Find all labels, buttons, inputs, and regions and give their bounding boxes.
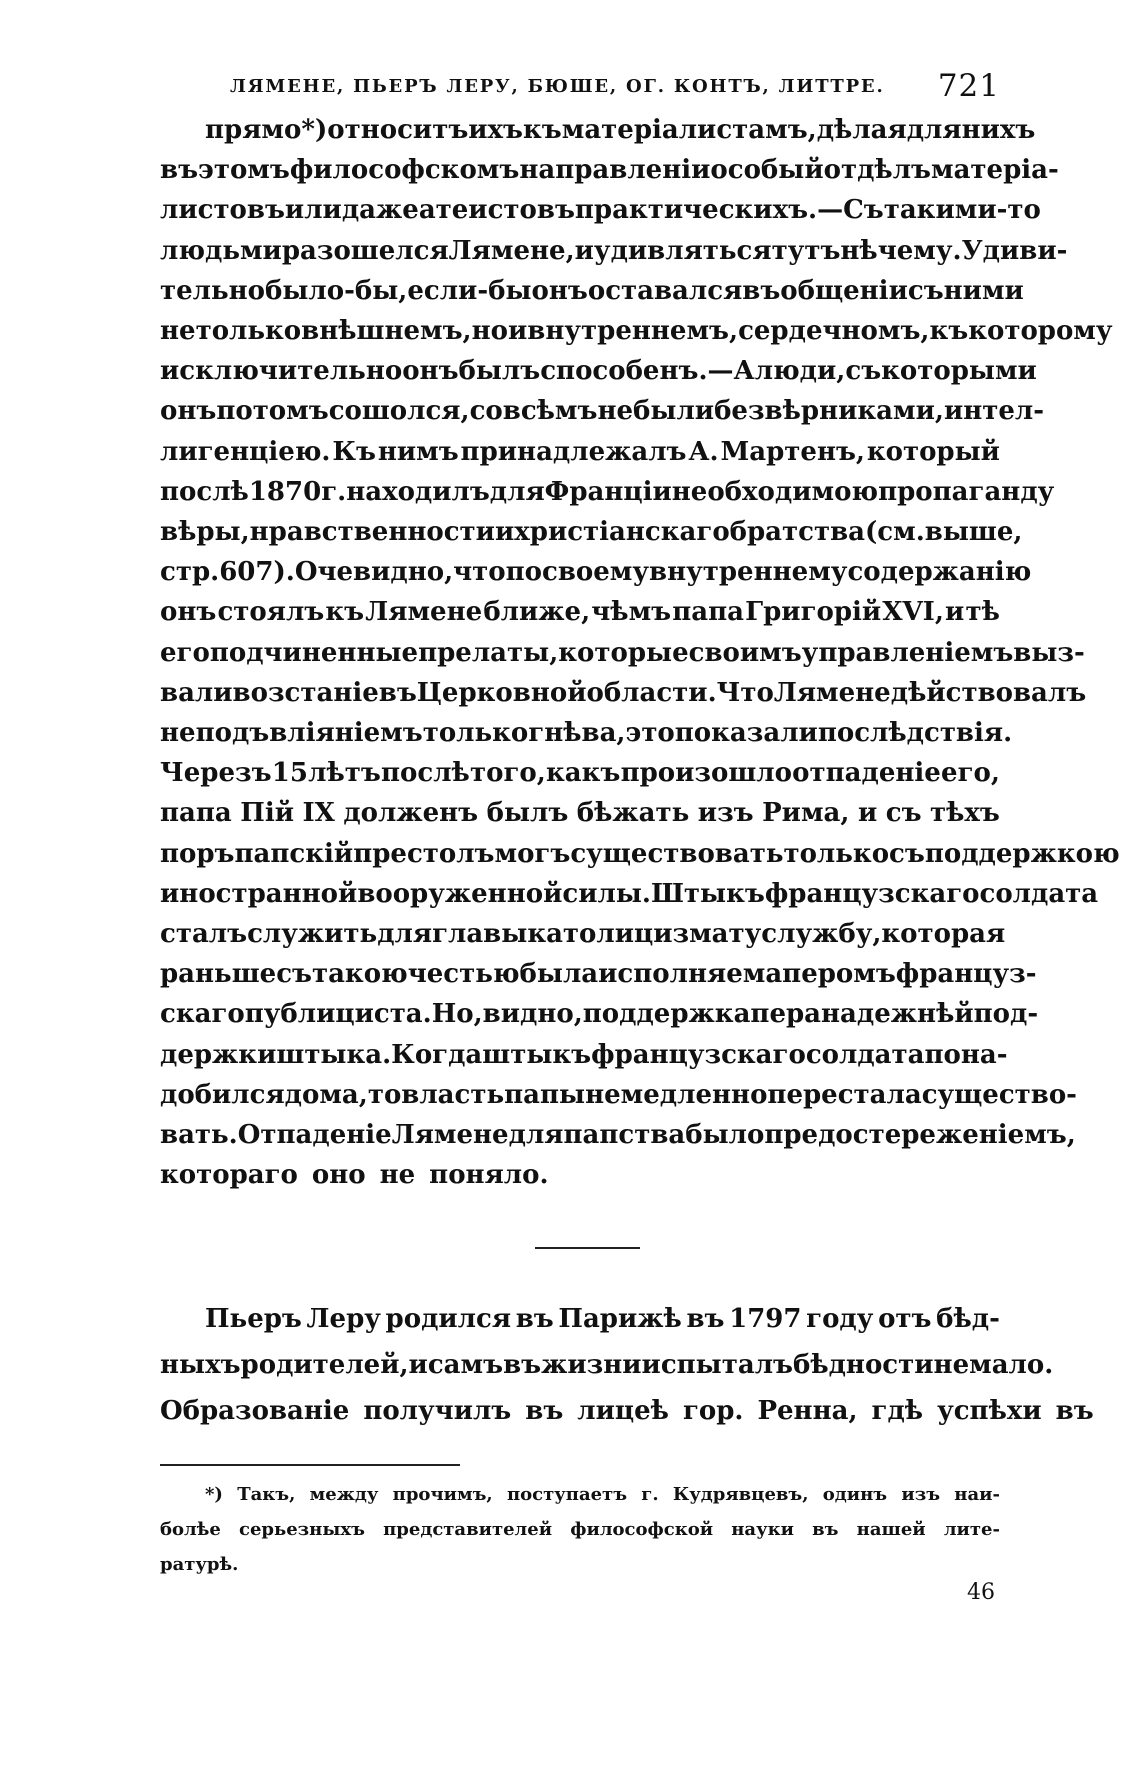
word: под- xyxy=(973,999,1039,1030)
word: вооруженной xyxy=(357,878,563,909)
word: представителей xyxy=(383,1519,553,1540)
word: раньше xyxy=(160,959,277,990)
word: потомъ xyxy=(216,396,329,427)
word: Къ xyxy=(332,436,376,467)
word: оно xyxy=(311,1160,366,1191)
word: ближе, xyxy=(483,597,591,628)
word: онъ xyxy=(402,356,459,387)
main-text-line xyxy=(160,798,1000,840)
word: главы xyxy=(432,919,528,949)
word: братства xyxy=(729,517,865,547)
word: науки xyxy=(731,1519,794,1540)
word: христіанскаго xyxy=(514,517,730,547)
word: публициста. xyxy=(244,999,432,1030)
word: его xyxy=(160,637,210,668)
word: дѣлая xyxy=(816,115,907,145)
word: 15 xyxy=(271,758,308,789)
word: Штыкъ xyxy=(650,878,765,909)
word: болѣе xyxy=(160,1519,221,1540)
word: ту xyxy=(728,919,762,949)
word: нашей xyxy=(856,1519,926,1540)
word: гор. xyxy=(682,1396,744,1426)
word: получилъ xyxy=(363,1396,512,1426)
word: IX xyxy=(302,798,335,829)
word: только xyxy=(195,316,302,346)
word: Кудрявцевъ, xyxy=(672,1484,809,1505)
main-text-line xyxy=(160,437,1000,479)
word: ихъ xyxy=(468,115,523,145)
footnote-line xyxy=(160,1519,1000,1553)
word: отпаденіе xyxy=(792,758,941,789)
word: служить xyxy=(247,919,378,949)
word: этомъ xyxy=(198,155,290,186)
word: ними xyxy=(943,275,1024,306)
word: Когда xyxy=(391,1039,483,1070)
word: вѣры, xyxy=(160,517,250,547)
word: поръ xyxy=(160,838,235,869)
main-text-line xyxy=(160,517,1023,559)
word: люди, xyxy=(754,356,846,387)
word: нимъ xyxy=(377,436,459,467)
word: Рима, xyxy=(762,798,850,829)
word: въ xyxy=(686,1304,725,1334)
word: управленіемъ xyxy=(801,637,1014,668)
word: философской xyxy=(570,1519,714,1540)
word: вать. xyxy=(160,1120,238,1150)
main-text-line xyxy=(160,1120,1076,1162)
word: съ xyxy=(885,798,922,829)
word: въ xyxy=(742,275,781,306)
word: и xyxy=(857,798,878,829)
word: бѣдности xyxy=(792,1350,934,1380)
word: листовъ xyxy=(160,195,285,226)
word: относитъ xyxy=(327,115,469,145)
word: сталъ xyxy=(160,919,248,949)
word: г. xyxy=(641,1484,659,1505)
word: онъ xyxy=(160,597,217,628)
main-text-line xyxy=(160,999,1039,1041)
word: родился xyxy=(385,1304,512,1334)
word: *) xyxy=(301,115,328,145)
word: даже xyxy=(341,195,419,226)
word: особый xyxy=(710,155,824,186)
word: 1870 xyxy=(248,476,322,507)
word: Что xyxy=(716,677,774,708)
word: *) xyxy=(205,1484,223,1505)
word: долженъ xyxy=(343,798,479,829)
word: съ xyxy=(845,356,882,387)
word: Образованіе xyxy=(160,1396,350,1426)
footnote-line xyxy=(160,1554,1000,1588)
word: необходимою xyxy=(671,476,879,507)
word: только xyxy=(422,718,529,748)
main-text-line xyxy=(160,597,1000,639)
word: бѣжать xyxy=(576,798,690,829)
word: нравственности xyxy=(249,517,495,547)
word: удивляться xyxy=(593,235,772,266)
word: не xyxy=(160,718,196,748)
word: лѣтъ xyxy=(308,758,381,789)
word: и xyxy=(494,517,515,547)
word: то xyxy=(367,1079,402,1110)
word: было xyxy=(685,1120,765,1150)
word: между xyxy=(309,1484,379,1505)
word: внутреннему xyxy=(649,557,848,588)
word: прочимъ, xyxy=(392,1484,493,1505)
word: престолъ xyxy=(353,838,495,869)
main-text-line xyxy=(160,1079,1077,1122)
word: такими-то xyxy=(883,195,1041,226)
word: жизни xyxy=(541,1350,642,1380)
word: году xyxy=(806,1304,874,1334)
word: вали xyxy=(160,677,233,708)
main-text-line xyxy=(160,557,1032,599)
word: поддержкою xyxy=(924,838,1120,869)
word: исполняема xyxy=(598,959,783,990)
word: изъ xyxy=(697,798,754,829)
word: сердечномъ, xyxy=(738,316,930,346)
word: Лямене xyxy=(391,1120,509,1150)
word: Пій xyxy=(240,798,294,829)
word: папства xyxy=(563,1120,686,1150)
word: нѣчему. xyxy=(840,235,962,266)
word: надежнѣй xyxy=(821,999,974,1030)
word: разошелся xyxy=(281,235,449,266)
word: содержанію xyxy=(847,557,1032,588)
word: тѣхъ xyxy=(930,798,1000,829)
word: Черезъ xyxy=(160,758,272,789)
word: папы xyxy=(504,1079,586,1110)
word: пропаганду xyxy=(878,476,1055,507)
word: Но, xyxy=(431,999,483,1030)
main-text-line xyxy=(160,637,1085,680)
main-text-line xyxy=(160,677,1087,720)
word: по xyxy=(505,557,543,588)
word: честью xyxy=(407,959,520,990)
word: интел- xyxy=(943,396,1045,427)
word: въ xyxy=(812,1519,839,1540)
word: г. xyxy=(321,476,347,507)
word: для xyxy=(489,476,545,507)
word: и xyxy=(408,1350,428,1380)
word: въ xyxy=(503,1350,542,1380)
new-section-text-line xyxy=(160,1396,1094,1438)
word: существо- xyxy=(921,1079,1077,1110)
word: успѣхи xyxy=(937,1396,1042,1426)
word: скаго xyxy=(160,999,245,1030)
word: Парижѣ xyxy=(558,1304,682,1334)
word: лите- xyxy=(943,1519,1000,1540)
word: оставался xyxy=(587,275,743,306)
word: такою xyxy=(311,959,408,990)
word: совсѣмъ xyxy=(469,396,598,427)
word: солдата xyxy=(979,878,1099,909)
word: какъ xyxy=(546,758,621,789)
word: который xyxy=(866,436,1000,467)
word: въ xyxy=(525,1396,564,1426)
word: А. xyxy=(688,436,719,467)
word: поступаетъ xyxy=(506,1484,628,1505)
word: бѣд- xyxy=(936,1304,1000,1334)
word: къ xyxy=(929,316,969,346)
word: тельно xyxy=(160,275,266,306)
word: подъ xyxy=(195,718,270,748)
word: самъ xyxy=(427,1350,504,1380)
word: были xyxy=(633,396,715,427)
word: папа xyxy=(672,597,745,628)
word: которая xyxy=(881,919,1006,949)
word: могъ xyxy=(494,838,571,869)
word: не xyxy=(379,1160,416,1191)
word: сошолся, xyxy=(328,396,470,427)
word: лицеѣ xyxy=(577,1396,669,1426)
footnote-rule xyxy=(160,1464,460,1466)
word: съ xyxy=(889,838,925,869)
word: которому xyxy=(968,316,1113,346)
printer-signature-mark: 46 xyxy=(967,1580,995,1605)
word: чѣмъ xyxy=(591,597,672,628)
word: дома, xyxy=(284,1079,368,1110)
word: области. xyxy=(586,677,717,708)
word: существовать xyxy=(570,838,784,869)
word: но xyxy=(471,316,508,346)
word: возстаніе xyxy=(232,677,379,708)
word: одинъ xyxy=(822,1484,888,1505)
word: испыталъ xyxy=(641,1350,793,1380)
word: только xyxy=(783,838,890,869)
word: пона- xyxy=(924,1039,1008,1070)
word: и xyxy=(945,597,965,628)
main-text-line xyxy=(160,476,1055,519)
word: онъ xyxy=(531,275,588,306)
main-text-line xyxy=(160,155,1059,197)
word: прелаты, xyxy=(418,637,559,668)
word: службу, xyxy=(761,919,882,949)
word: серьезныхъ xyxy=(239,1519,365,1540)
word: XVI, xyxy=(882,597,944,628)
word: философскомъ xyxy=(289,155,520,186)
word: немедленно xyxy=(585,1079,768,1110)
word: Удиви- xyxy=(961,235,1068,266)
word: Григорій xyxy=(745,597,882,628)
section-separator xyxy=(535,1247,640,1249)
word: въ xyxy=(378,677,417,708)
word: перомъ xyxy=(782,959,896,990)
word: въ xyxy=(1055,1396,1094,1426)
main-text-line xyxy=(160,919,1006,961)
word: предостереженіемъ, xyxy=(764,1120,1076,1150)
word: послѣдствія. xyxy=(817,718,1013,748)
word: къ xyxy=(325,597,365,628)
word: родителей, xyxy=(240,1350,409,1380)
word: власть xyxy=(401,1079,505,1110)
word: было-бы, xyxy=(265,275,408,306)
word: Отпаденіе xyxy=(237,1120,392,1150)
word: (см. xyxy=(865,517,925,547)
word: способенъ.—А xyxy=(540,356,755,387)
new-section-text-line xyxy=(205,1304,1000,1346)
main-text-line xyxy=(160,396,1045,438)
word: выз- xyxy=(1013,637,1085,668)
running-head xyxy=(230,68,1000,108)
word: выше, xyxy=(924,517,1023,547)
main-text-line xyxy=(160,758,1000,800)
main-text-line xyxy=(160,275,1024,318)
word: своему xyxy=(542,557,650,588)
word: католицизма xyxy=(527,919,729,949)
word: это xyxy=(625,718,675,748)
word: француз- xyxy=(895,959,1037,990)
word: послѣ xyxy=(160,476,249,507)
word: стр. xyxy=(160,557,220,588)
word: общеніи xyxy=(780,275,908,306)
word: поняло. xyxy=(429,1160,549,1191)
word: прямо xyxy=(205,115,302,145)
word: папскій xyxy=(234,838,354,869)
word: не xyxy=(597,396,634,427)
word: держки xyxy=(160,1039,277,1070)
main-text-line xyxy=(160,195,1041,237)
word: внутреннемъ, xyxy=(527,316,739,346)
word: отъ xyxy=(878,1304,932,1334)
word: матеріа- xyxy=(930,155,1059,186)
word: находилъ xyxy=(346,476,490,507)
word: Леру xyxy=(306,1304,381,1334)
word: которыми xyxy=(881,356,1037,387)
word: 607). xyxy=(219,557,295,588)
word: показали xyxy=(674,718,818,748)
word: пера xyxy=(750,999,822,1030)
word: штыка. xyxy=(276,1039,392,1070)
word: для xyxy=(906,115,962,145)
word: Мартенъ, xyxy=(720,436,865,467)
word: которые xyxy=(558,637,689,668)
word: французскаго xyxy=(591,1039,806,1070)
main-text-line xyxy=(160,878,1099,921)
main-text-line xyxy=(160,356,1037,398)
new-section-text-line xyxy=(160,1350,1054,1392)
word: видно, xyxy=(482,999,583,1030)
word: для xyxy=(508,1120,564,1150)
word: стоялъ xyxy=(217,597,325,628)
word: къ xyxy=(523,115,562,145)
word: Франціи xyxy=(544,476,672,507)
word: наи- xyxy=(954,1484,1000,1505)
word: матеріалистамъ, xyxy=(561,115,817,145)
word: тѣ xyxy=(965,597,1000,628)
word: своимъ xyxy=(688,637,802,668)
word: перестала xyxy=(767,1079,922,1110)
main-text-line xyxy=(160,838,1120,881)
word: что xyxy=(453,557,506,588)
word: отдѣлъ xyxy=(823,155,931,186)
word: не xyxy=(160,316,196,346)
main-text-line xyxy=(205,115,1036,157)
word: тутъ xyxy=(771,235,841,266)
word: изъ xyxy=(901,1484,941,1505)
word: вліяніемъ xyxy=(269,718,423,748)
word: съ xyxy=(276,959,312,990)
word: онъ xyxy=(160,396,217,427)
word: въ xyxy=(160,155,199,186)
word: принадлежалъ xyxy=(460,436,687,467)
word: практическихъ.—Съ xyxy=(574,195,884,226)
word: Пьеръ xyxy=(205,1304,302,1334)
word: Лямене, xyxy=(448,235,575,266)
word: Очевидно, xyxy=(294,557,454,588)
word: 1797 xyxy=(729,1304,802,1334)
main-text-line xyxy=(160,316,1113,358)
main-text-line xyxy=(160,718,1013,760)
word: подчиненные xyxy=(209,637,419,668)
word: и xyxy=(508,316,528,346)
word: атеистовъ xyxy=(418,195,575,226)
word: съ xyxy=(907,275,944,306)
word: направленіи xyxy=(519,155,711,186)
word: силы. xyxy=(562,878,651,909)
main-text-line xyxy=(160,959,1037,1001)
word: людьми xyxy=(160,235,282,266)
word: штыкъ xyxy=(482,1039,592,1070)
word: Такъ, xyxy=(237,1484,296,1505)
word: былъ xyxy=(486,798,569,829)
word: того, xyxy=(470,758,546,789)
word: Лямене xyxy=(365,597,483,628)
word: папа xyxy=(160,798,232,829)
word: его, xyxy=(941,758,1000,789)
main-text-line xyxy=(160,1039,1008,1082)
main-text-line xyxy=(160,1160,1000,1202)
word: или xyxy=(284,195,342,226)
word: ныхъ xyxy=(160,1350,241,1380)
word: мало. xyxy=(969,1350,1054,1380)
word: ратурѣ. xyxy=(160,1554,239,1575)
word: произошло xyxy=(620,758,792,789)
word: былъ xyxy=(458,356,541,387)
word: нихъ xyxy=(961,115,1036,145)
word: въ xyxy=(515,1304,554,1334)
footnote-line xyxy=(205,1484,1000,1518)
word: послѣ xyxy=(381,758,470,789)
main-text-line xyxy=(160,235,1068,278)
word: безвѣрниками, xyxy=(714,396,944,427)
word: французскаго xyxy=(764,878,980,909)
word: если-бы xyxy=(407,275,532,306)
word: и xyxy=(574,235,594,266)
word: не xyxy=(933,1350,970,1380)
word: гдѣ xyxy=(871,1396,924,1426)
word: Ренна, xyxy=(757,1396,858,1426)
word: котораго xyxy=(160,1160,298,1191)
word: солдата xyxy=(805,1039,925,1070)
word: гнѣва, xyxy=(528,718,626,748)
page-number: 721 xyxy=(937,68,1000,104)
word: Лямене xyxy=(773,677,891,708)
word: исключительно xyxy=(160,356,403,387)
word: дѣйствовалъ xyxy=(890,677,1087,708)
word: добился xyxy=(160,1079,285,1110)
word: поддержка xyxy=(582,999,751,1030)
word: была xyxy=(519,959,599,990)
word: для xyxy=(377,919,433,949)
word: лигенціею. xyxy=(160,436,331,467)
word: внѣшнемъ, xyxy=(301,316,472,346)
word: Церковной xyxy=(416,677,587,708)
running-title: ЛЯМЕНЕ, ПЬЕРЪ ЛЕРУ, БЮШЕ, ОГ. КОНТЪ, ЛИТТРЕ. xyxy=(230,76,885,97)
word: иностранной xyxy=(160,878,358,909)
